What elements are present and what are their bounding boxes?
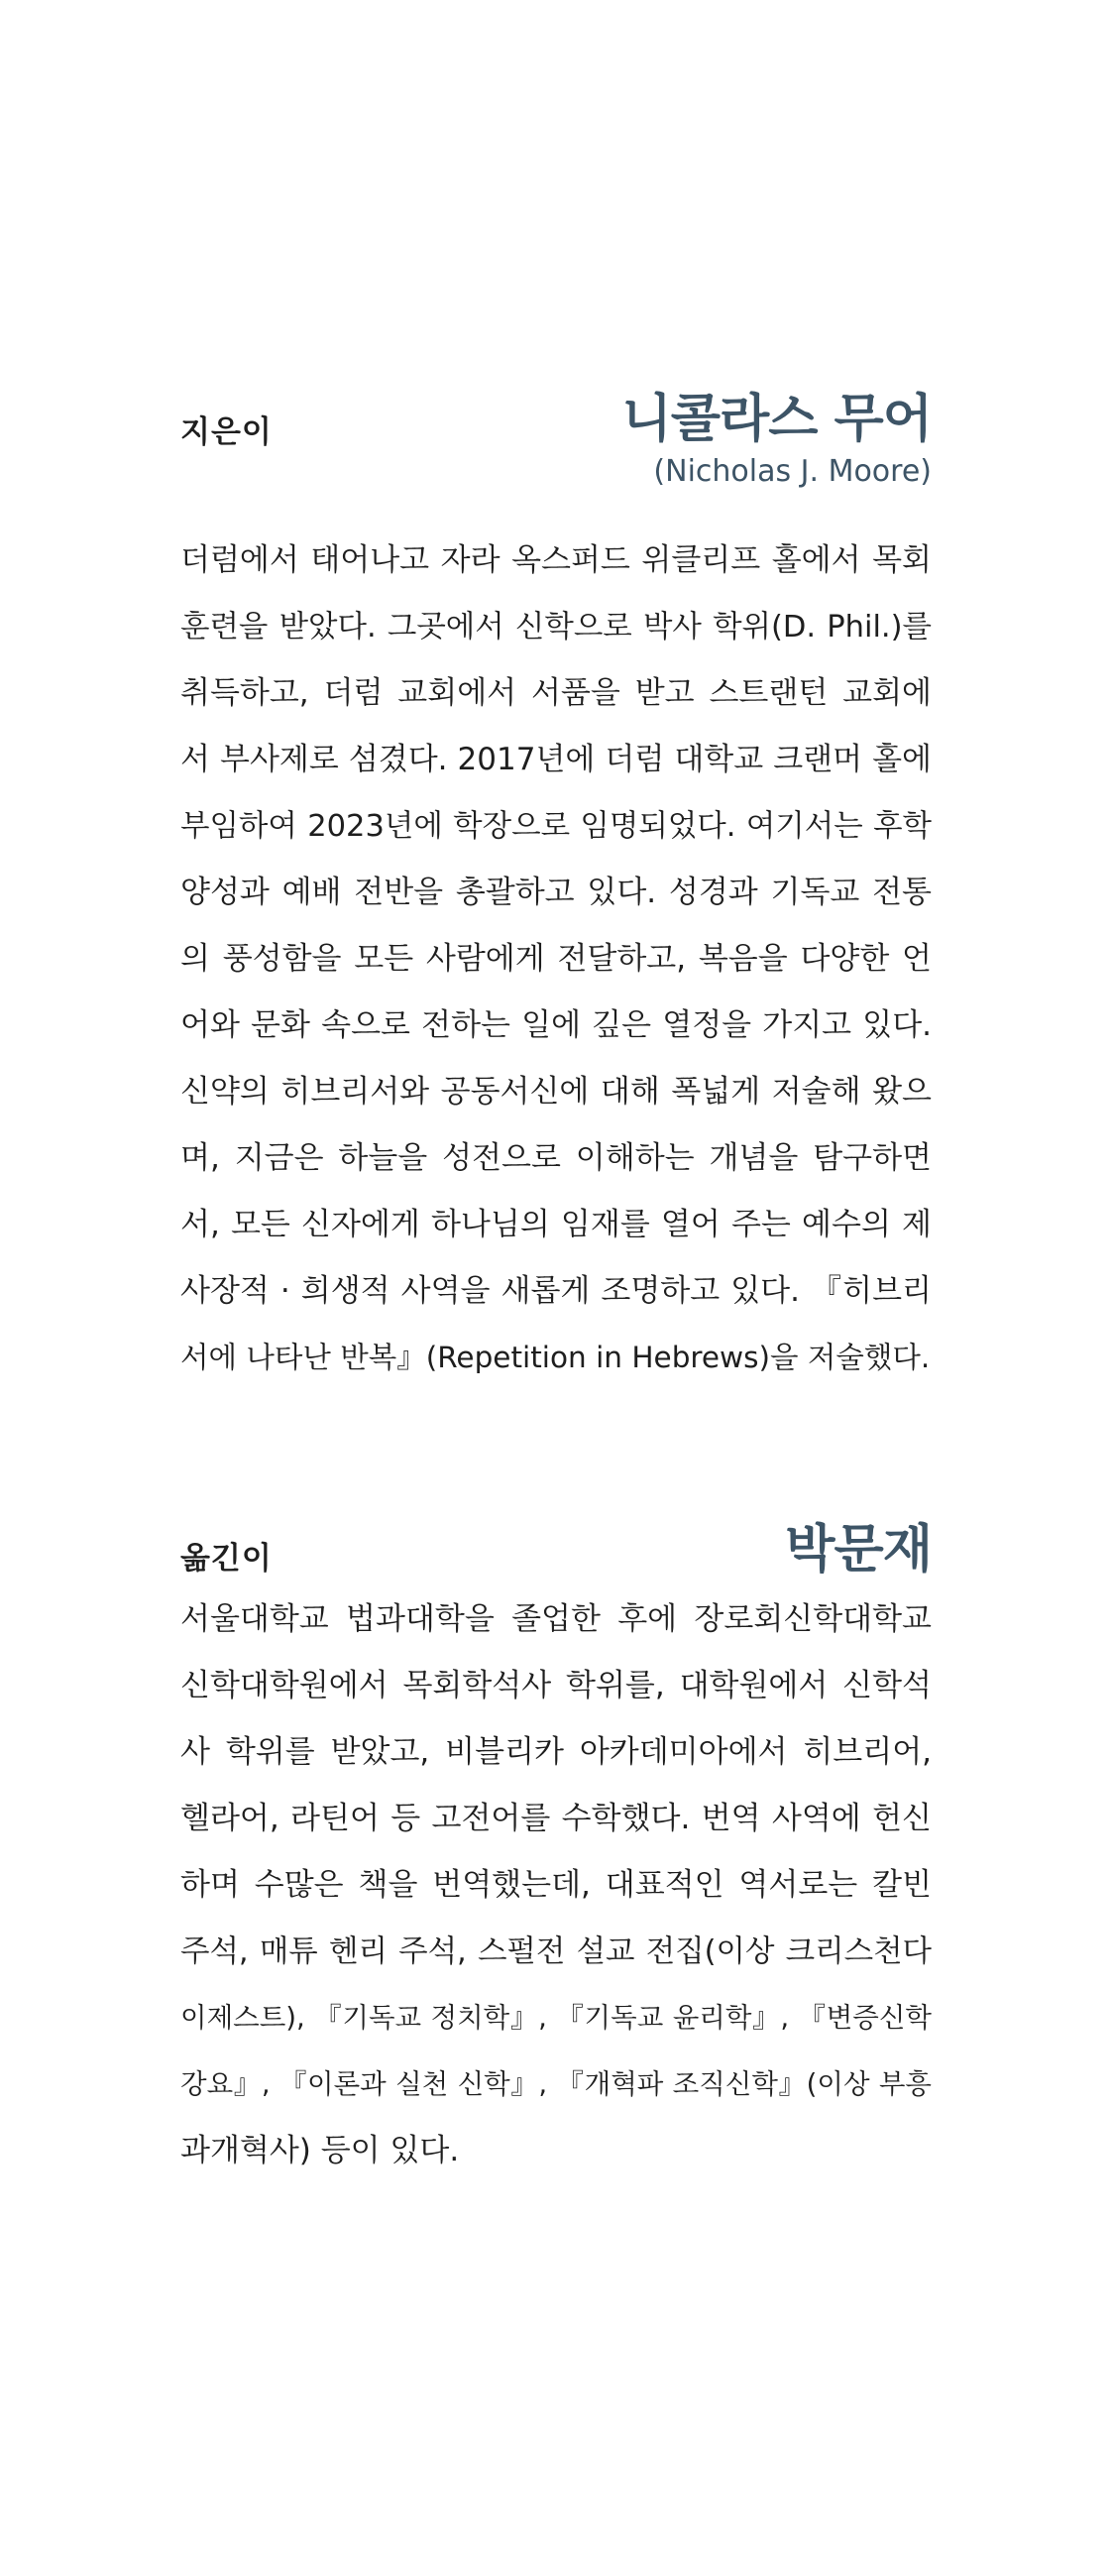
author-bio-line: 어와 문화 속으로 전하는 일에 깊은 열정을 가지고 있다. xyxy=(180,1007,932,1043)
translator-name-korean: 박문재 xyxy=(785,1520,932,1580)
author-bio-line: 의 풍성함을 모든 사람에게 전달하고, 복음을 다양한 언 xyxy=(180,941,932,977)
translator-role-label: 옮긴이 xyxy=(180,1541,273,1577)
translator-bio-line: 하며 수많은 책을 번역했는데, 대표적인 역서로는 칼빈 xyxy=(180,1867,932,1903)
translator-bio xyxy=(180,1586,932,2184)
author-bio-line: 며, 지금은 하늘을 성전으로 이해하는 개념을 탐구하면 xyxy=(180,1140,932,1176)
author-bio-line: 서 부사제로 섬겼다. 2017년에 더럼 대학교 크랜머 홀에 xyxy=(180,742,932,777)
author-role-label: 지은이 xyxy=(180,414,273,450)
author-bio-line: 사장적 · 희생적 사역을 새롭게 조명하고 있다. 『히브리 xyxy=(180,1273,932,1309)
translator-bio-line: 서울대학교 법과대학을 졸업한 후에 장로회신학대학교 xyxy=(180,1601,932,1637)
translator-bio-line: 헬라어, 라틴어 등 고전어를 수학했다. 번역 사역에 헌신 xyxy=(180,1801,932,1836)
translator-bio-line: 이제스트), 『기독교 정치학』, 『기독교 윤리학』, 『변증신학 xyxy=(180,2002,932,2034)
author-bio-line: 부임하여 2023년에 학장으로 임명되었다. 여기서는 후학 xyxy=(180,809,932,844)
translator-bio-line: 주석, 매튜 헨리 주석, 스펄전 설교 전집(이상 크리스천다 xyxy=(180,1934,932,1969)
translator-section xyxy=(180,1507,932,2221)
author-bio-line: 취득하고, 더럼 교회에서 서품을 받고 스트랜턴 교회에 xyxy=(180,675,932,711)
author-bio-line: 훈련을 받았다. 그곳에서 신학으로 박사 학위(D. Phil.)를 xyxy=(180,610,932,644)
author-bio-line: 신약의 히브리서와 공동서신에 대해 폭넓게 저술해 왔으 xyxy=(180,1074,932,1110)
author-bio-line: 더럼에서 태어나고 자라 옥스퍼드 위클리프 홀에서 목회 xyxy=(180,542,932,578)
author-bio xyxy=(180,527,932,1391)
author-name-korean: 니콜라스 무어 xyxy=(621,390,932,449)
translator-bio-line: 사 학위를 받았고, 비블리카 아카데미아에서 히브리어, xyxy=(180,1734,932,1770)
translator-bio-line: 강요』, 『이론과 실천 신학』, 『개혁파 조직신학』(이상 부흥 xyxy=(180,2068,932,2100)
author-section xyxy=(180,377,932,1408)
author-bio-line: 양성과 예배 전반을 총괄하고 있다. 성경과 기독교 전통 xyxy=(180,875,932,910)
translator-bio-line: 과개혁사) 등이 있다. xyxy=(180,2133,460,2168)
author-bio-line: 서에 나타난 반복』(Repetition in Hebrews)을 저술했다. xyxy=(180,1341,931,1374)
translator-bio-line: 신학대학원에서 목회학석사 학위를, 대학원에서 신학석 xyxy=(180,1668,932,1703)
author-bio-line: 서, 모든 신자에게 하나님의 임재를 열어 주는 예수의 제 xyxy=(180,1207,932,1242)
author-name-english: (Nicholas J. Moore) xyxy=(653,454,932,489)
